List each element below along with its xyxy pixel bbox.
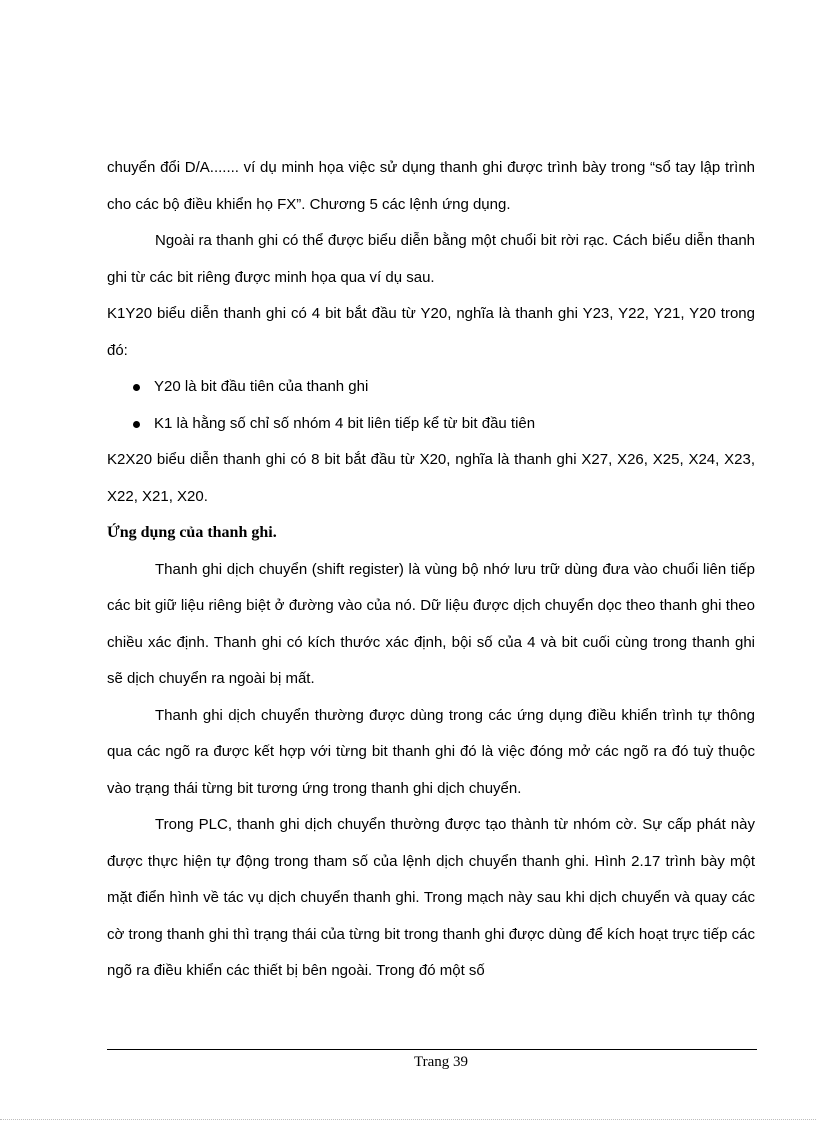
list-item <box>107 406 755 443</box>
paragraph-shift-register: Thanh ghi dịch chuyển (shift register) là vùng bộ nhớ lưu trữ dùng đưa vào chuổi liên tiếp các bit giữ liệu riêng biệt ở đường vào của nó. Dữ liệu được dịch chuyển dọc theo thanh ghi theo chiều xác định. Thanh ghi có kích thước xác định, bội số của 4 và bit cuối cùng trong thanh ghi sẽ dịch chuyển ra ngoài bị mất. <box>107 560 755 687</box>
paragraph-bit-representation: Ngoài ra thanh ghi có thể được biểu diễn bằng một chuổi bit rời rạc. Cách biểu diễn thanh ghi từ các bit riêng được minh họa qua ví dụ sau. <box>107 232 755 286</box>
section-heading: Ứng dụng của thanh ghi. <box>107 524 277 541</box>
page-bottom-border <box>0 1119 816 1120</box>
paragraph-da-conversion: chuyển đổi D/A....... ví dụ minh họa việc sử dụng thanh ghi được trình bày trong “sổ tay lập trình cho các bộ điều khiển họ FX”. Chương 5 các lệnh ứng dụng. <box>107 159 755 213</box>
paragraph-k2x20: K2X20 biểu diễn thanh ghi có 8 bit bắt đầu từ X20, nghĩa là thanh ghi X27, X26, X25, X24, X23, X22, X21, X20. <box>107 451 755 505</box>
paragraph-sequence-control: Thanh ghi dịch chuyển thường được dùng trong các ứng dụng điều khiển trình tự thông qua các ngõ ra được kết hợp với từng bit thanh ghi đó là việc đóng mở các ngõ ra đó tuỳ thuộc vào trạng thái từng bit tương ứng trong thanh ghi dịch chuyển. <box>107 706 755 797</box>
page-number: Trang 39 <box>413 1054 469 1070</box>
bullet-list <box>107 369 755 442</box>
list-item-text: K1 là hằng số chỉ số nhóm 4 bit liên tiếp kể từ bit đầu tiên <box>154 414 536 432</box>
paragraph-plc-flags: Trong PLC, thanh ghi dịch chuyển thường được tạo thành từ nhóm cờ. Sự cấp phát này được thực hiện tự động trong tham số của lệnh dịch chuyển thanh ghi. Hình 2.17 trình bày một mặt điển hình về tác vụ dịch chuyển thanh ghi. Trong mạch này sau khi dịch chuyển và quay các cờ trong thanh ghi thì trạng thái của từng bit trong thanh ghi được dùng để kích hoạt trực tiếp các ngõ ra điều khiển các thiết bị bên ngoài. Trong đó một số <box>107 816 755 979</box>
list-item <box>107 369 755 406</box>
footer-divider <box>107 1049 757 1050</box>
bullet-icon <box>133 384 140 391</box>
page-body <box>107 150 755 990</box>
list-item-text: Y20 là bit đầu tiên của thanh ghi <box>154 378 369 395</box>
paragraph-k1y20: K1Y20 biểu diễn thanh ghi có 4 bit bắt đầu từ Y20, nghĩa là thanh ghi Y23, Y22, Y21, Y20 trong đó: <box>107 305 755 359</box>
bullet-icon <box>133 421 140 428</box>
